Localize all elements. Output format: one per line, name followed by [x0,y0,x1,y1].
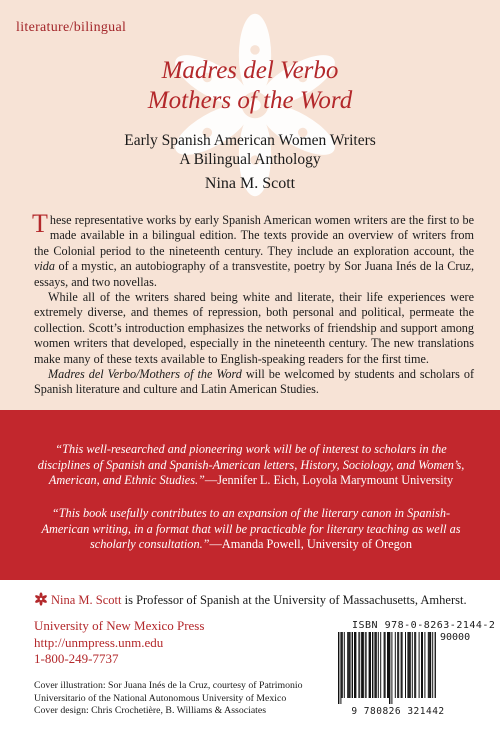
category-label: literature/bilingual [16,20,127,35]
bio-author-name: Nina M. Scott [51,593,122,607]
credit-line-1: Cover illustration: Sor Juana Inés de la Cruz, courtesy of Patrimonio [34,680,303,691]
author-bio [34,592,474,608]
description-p1-vida: vida [34,259,55,274]
endorsement-quote-2-attribution: —Amanda Powell, University of Oregon [209,537,413,552]
credit-line-3: Cover design: Chris Crochetière, B. Williams & Associates [34,705,267,716]
author-name: Nina M. Scott [204,175,296,192]
description-p3-rest: will be welcomed by students and scholars of Spanish literature and culture and Latin American Studies. [34,367,474,397]
description-p1-part1: hese representative works by early Spanish American women writers are the first to be made available in a bilingual edition. The texts provide an overview of writers from the Colonial period to the nineteenth century. They include an exploration account, the [34,213,474,258]
description-paragraph-1 [32,209,474,290]
bio-text: is Professor of Spanish at the University of Massachusetts, Amherst. [121,593,467,607]
endorsement-quote-2 [36,506,466,553]
book-title-spanish: Madres del Verbo [161,57,339,84]
endorsement-quote-2-text: “This book usefully contributes to an expansion of the literary canon in Spanish-American writing, in a format that will be practicable for literary teaching as well as scholarly consultation.” [41,506,461,552]
isbn-label: ISBN 978-0-8263-2144-2 [352,620,496,631]
endorsements-panel [0,410,500,580]
price-code: 90000 [440,632,471,643]
barcode-icon [336,632,436,711]
endorsement-quote-1-text: “This well-researched and pioneering work will be of interest to scholars in the disciplines of Spanish and Spanish-American letters, History, Sociology, and Women’s, American, and Ethnic Studies.” [37,442,465,488]
description-paragraph-2: While all of the writers shared being white and literate, their life experiences were extremely diverse, and themes of repression, both personal and political, permeate the collection. Scott’s introduction emphasizes the networks of friendship and support among women writers that developed, especially in the nineteenth century. The new translations make many of these texts available to English-speaking readers for the first time. [34,290,474,366]
cover-credits [34,680,344,718]
description-paragraph-3 [34,367,474,398]
publisher-name: University of New Mexico Press [34,618,205,633]
book-subtitle-line1: Early Spanish American Women Writers [124,132,376,149]
credit-line-2: Universitario of the National Autonomous University of Mexico [34,692,287,704]
endorsement-quote-1 [36,442,466,489]
flower-ornament-icon [34,592,48,606]
book-description [32,209,474,398]
description-p1-part2: of a mystic, an autobiography of a transvestite, poetry by Sor Juana Inés de la Cruz, essays, and two novellas. [34,259,474,289]
description-p3-title: Madres del Verbo/Mothers of the Word [48,367,242,382]
barcode-number: 9 780826 321442 [351,706,445,717]
drop-cap: T [32,209,48,238]
publisher-phone: 1-800-249-7737 [34,651,119,666]
publisher-url[interactable]: http://unmpress.unm.edu [34,634,164,650]
endorsement-quote-1-attribution: —Jennifer L. Eich, Loyola Marymount University [204,473,454,488]
book-title-english: Mothers of the Word [147,87,353,114]
book-subtitle-line2: A Bilingual Anthology [179,151,321,168]
publisher-info [34,618,204,668]
